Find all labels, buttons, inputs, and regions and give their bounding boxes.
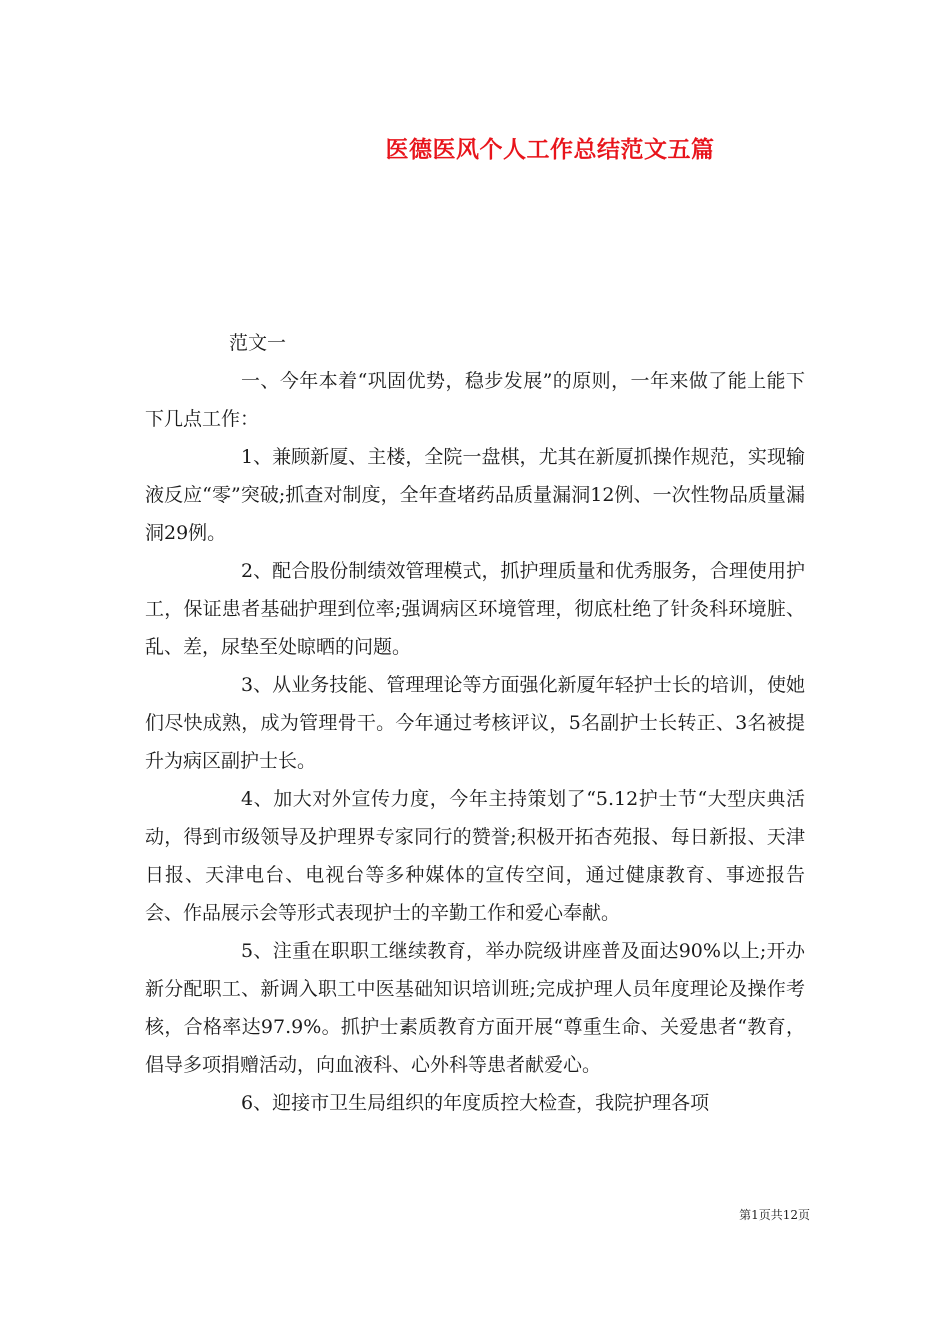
paragraph-item-6: 6、迎接市卫生局组织的年度质控大检查，我院护理各项 [241,1092,710,1114]
document-title: 医德医风个人工作总结范文五篇 [385,136,715,163]
paragraph-item-3: 3、从业务技能、管理理论等方面强化新厦年轻护士长的培训，使她们尽快成熟，成为管理骨干。今年通过考核评议，5名副护士长转正、3名被提升为病区副护士长。 [145,674,805,772]
paragraph-item-5: 5、注重在职职工继续教育，举办院级讲座普及面达90%以上;开办新分配职工、新调入职工中医基础知识培训班;完成护理人员年度理论及操作考核，合格率达97.9%。抓护士素质教育方面开展“尊重生命、关爱患者“教育，倡导多项捐赠活动，向血液科、心外科等患者献爱心。 [145,940,805,1076]
paragraph-item-2: 2、配合股份制绩效管理模式，抓护理质量和优秀服务，合理使用护工，保证患者基础护理到位率;强调病区环境管理，彻底杜绝了针灸科环境脏、乱、差，尿垫至处晾晒的问题。 [145,560,805,658]
page-number-footer: 第1页共12页 [739,1208,810,1222]
paragraph-item-4: 4、加大对外宣传力度，今年主持策划了“5.12护士节“大型庆典活动，得到市级领导及护理界专家同行的赞誉;积极开拓杏苑报、每日新报、天津日报、天津电台、电视台等多种媒体的宣传空间，通过健康教育、事迹报告会、作品展示会等形式表现护士的辛勤工作和爱心奉献。 [145,788,805,924]
paragraph-item-1: 1、兼顾新厦、主楼，全院一盘棋，尤其在新厦抓操作规范，实现输液反应“零”突破;抓查对制度，全年查堵药品质量漏洞12例、一次性物品质量漏洞29例。 [145,446,805,544]
section-label: 范文一 [229,332,287,354]
document-body [145,324,805,1122]
paragraph-intro: 一、今年本着“巩固优势，稳步发展”的原则，一年来做了能上能下下几点工作： [145,370,805,430]
